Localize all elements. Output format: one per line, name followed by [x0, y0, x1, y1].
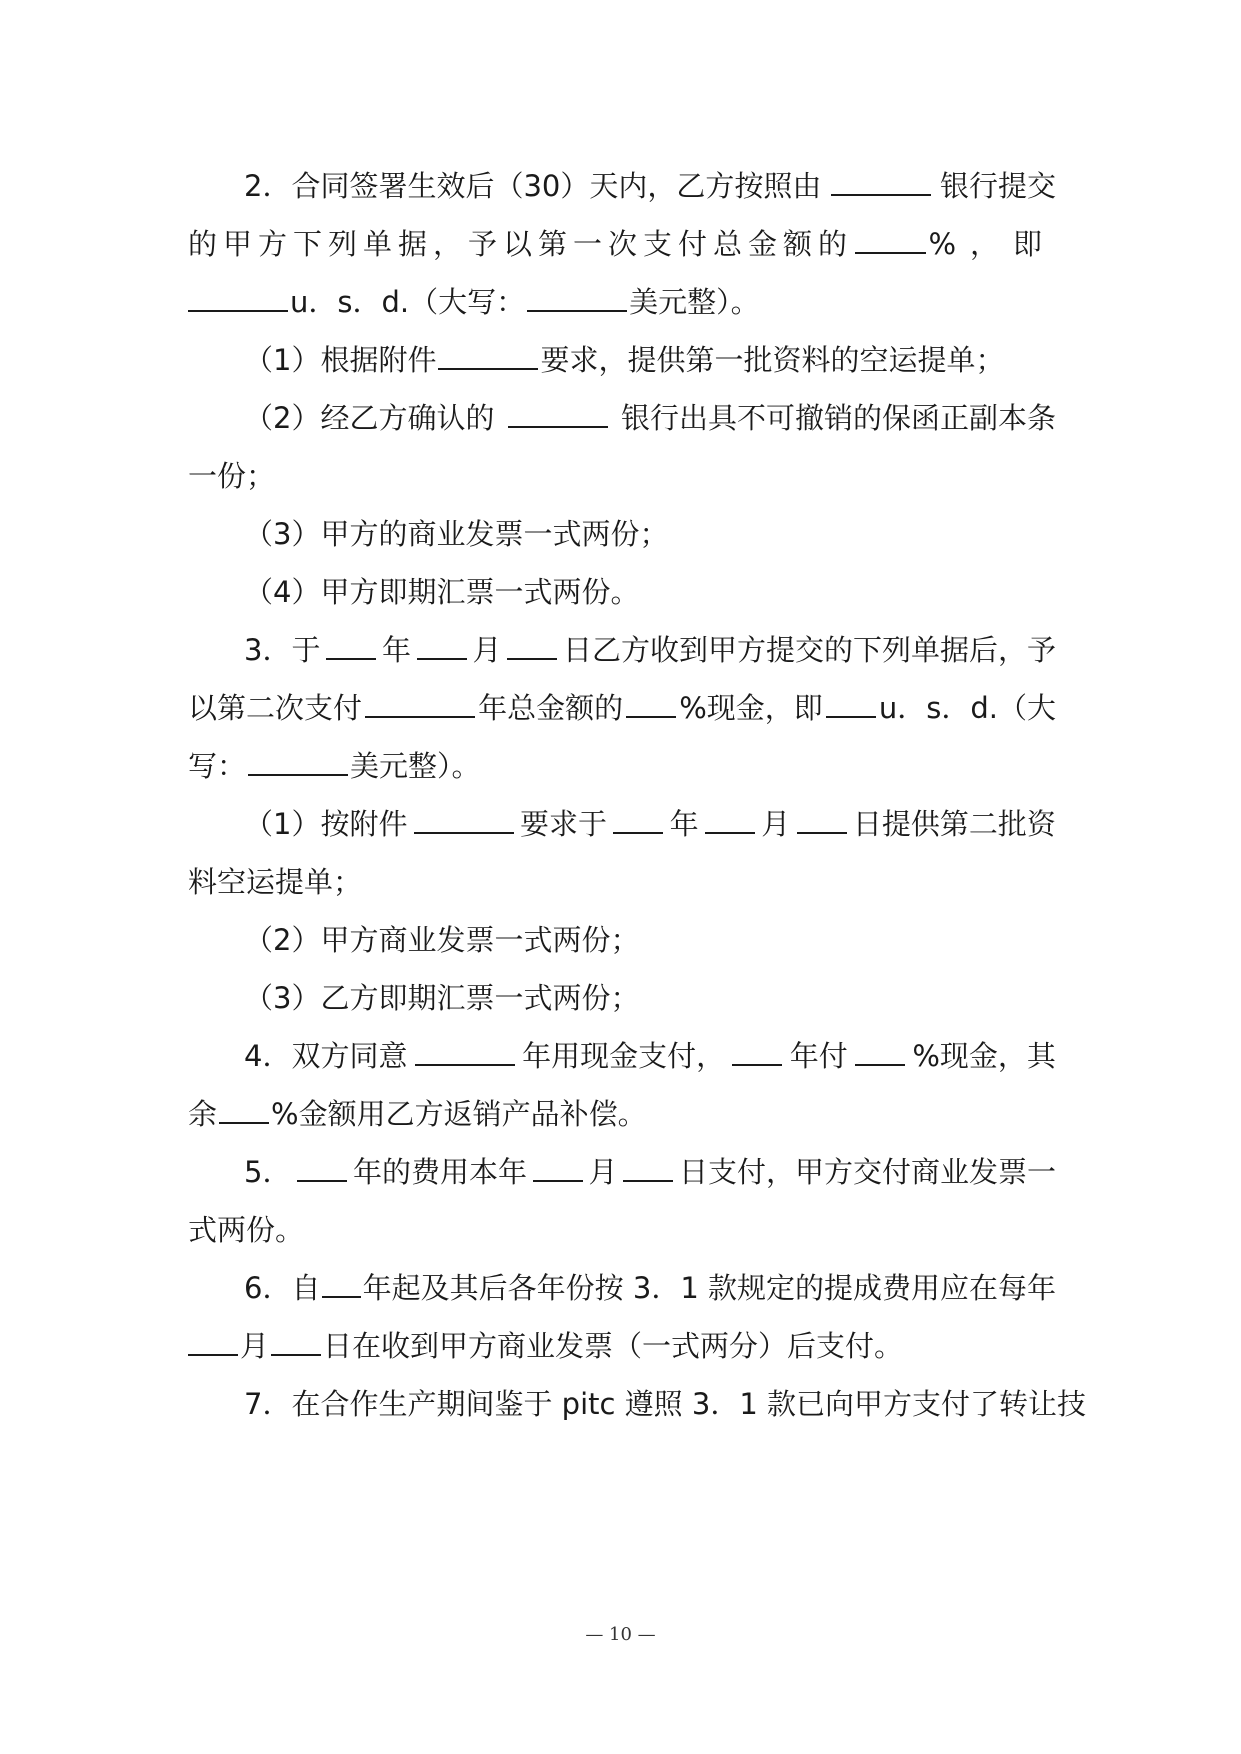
text-segment: 5．	[244, 1155, 292, 1189]
text-segment: 要求，提供第一批资料的空运提单；	[540, 343, 1005, 377]
fill-blank[interactable]	[527, 280, 627, 312]
fill-blank[interactable]	[826, 686, 876, 718]
paragraph-2-line-3	[188, 280, 1056, 324]
text-segment: 年总金额的	[478, 691, 624, 725]
fill-blank[interactable]	[297, 1150, 347, 1182]
paragraph-4-line-2	[188, 1092, 1056, 1136]
fill-blank[interactable]	[626, 686, 676, 718]
paragraph-6-line-1	[244, 1266, 1056, 1310]
text-segment: （2）经乙方确认的	[244, 401, 495, 435]
text-segment: 的甲方下列单据，予以第一次支付总金额的	[188, 227, 854, 261]
fill-blank[interactable]	[732, 1034, 782, 1066]
fill-blank[interactable]	[188, 1324, 238, 1356]
text-segment: 美元整）。	[350, 749, 481, 783]
item-2-2-line-2	[188, 454, 1056, 498]
paragraph-2-line-1	[244, 164, 1056, 208]
fill-blank[interactable]	[855, 1034, 905, 1066]
fill-blank[interactable]	[797, 802, 847, 834]
text-segment: 日提供第二批资	[852, 807, 1056, 841]
item-3-1-line-1	[244, 802, 1056, 846]
fill-blank[interactable]	[415, 1034, 515, 1066]
item-3-2	[244, 918, 1056, 962]
fill-blank[interactable]	[533, 1150, 583, 1182]
text-segment: 料空运提单；	[188, 865, 363, 899]
page-number: — 10 —	[585, 1624, 656, 1645]
text-segment: （1）根据附件	[244, 343, 437, 377]
text-segment: 7．在合作生产期间鉴于 pitc 遵照 3．1 款已向甲方支付了转让技	[244, 1387, 1087, 1421]
text-segment: 日支付，甲方交付商业发票一	[678, 1155, 1056, 1189]
text-segment: %现金，即	[679, 691, 823, 725]
text-segment: 日乙方收到甲方提交的下列单据后，予	[562, 633, 1056, 667]
paragraph-3-line-3	[188, 744, 1056, 788]
item-2-1	[244, 338, 1056, 382]
text-segment: 6．自	[244, 1271, 321, 1305]
text-segment: 月	[240, 1329, 270, 1363]
text-segment: 月	[588, 1155, 618, 1189]
paragraph-4-line-1	[244, 1034, 1056, 1078]
text-segment: 年	[669, 807, 699, 841]
fill-blank[interactable]	[322, 1266, 360, 1298]
item-3-3	[244, 976, 1056, 1020]
text-segment: （4）甲方即期汇票一式两份。	[244, 575, 640, 609]
fill-blank[interactable]	[326, 628, 376, 660]
text-segment: 2．合同签署生效后（30）天内，乙方按照由	[244, 169, 822, 203]
text-segment: 要求于	[520, 807, 608, 841]
paragraph-6-line-2	[188, 1324, 1056, 1368]
fill-blank[interactable]	[623, 1150, 673, 1182]
text-segment: 年起及其后各年份按 3．1 款规定的提成费用应在每年	[362, 1271, 1056, 1305]
text-segment: %现金，其	[912, 1039, 1056, 1073]
text-segment: u．s．d.（大	[878, 691, 1056, 725]
text-segment: 年的费用本年	[352, 1155, 527, 1189]
fill-blank[interactable]	[271, 1324, 321, 1356]
fill-blank[interactable]	[855, 222, 926, 254]
fill-blank[interactable]	[414, 802, 514, 834]
text-segment: 日在收到甲方商业发票（一式两分）后支付。	[323, 1329, 904, 1363]
text-segment: 4．双方同意	[244, 1039, 408, 1073]
text-segment: %金额用乙方返销产品补偿。	[271, 1097, 647, 1131]
fill-blank[interactable]	[705, 802, 755, 834]
fill-blank[interactable]	[417, 628, 467, 660]
paragraph-3-line-2	[188, 686, 1056, 730]
paragraph-5-line-1	[244, 1150, 1056, 1194]
fill-blank[interactable]	[438, 338, 538, 370]
fill-blank[interactable]	[507, 628, 557, 660]
fill-blank[interactable]	[613, 802, 663, 834]
fill-blank[interactable]	[831, 164, 931, 196]
text-segment: 银行出具不可撤销的保函正副本条	[620, 401, 1056, 435]
text-segment: 3．于	[244, 633, 321, 667]
fill-blank[interactable]	[219, 1092, 269, 1124]
text-segment: （3）甲方的商业发票一式两份；	[244, 517, 669, 551]
item-3-1-line-2	[188, 860, 1056, 904]
text-segment: （2）甲方商业发票一式两份；	[244, 923, 640, 957]
paragraph-3-line-1	[244, 628, 1056, 672]
text-segment: 月	[761, 807, 791, 841]
fill-blank[interactable]	[365, 686, 475, 718]
item-2-2-line-1	[244, 396, 1056, 440]
paragraph-2-line-2	[188, 222, 1056, 266]
text-segment: 银行提交	[939, 169, 1056, 203]
text-segment: （1）按附件	[244, 807, 408, 841]
text-segment: 写：	[188, 749, 247, 783]
text-segment: 年用现金支付，	[522, 1039, 726, 1073]
text-segment: 美元整）。	[629, 285, 760, 319]
fill-blank[interactable]	[248, 744, 348, 776]
text-segment: 式两份。	[188, 1213, 305, 1247]
text-segment: 月	[472, 633, 502, 667]
text-segment: %，即	[928, 227, 1056, 261]
paragraph-7-line-1	[244, 1382, 1087, 1426]
text-segment: 年	[381, 633, 411, 667]
paragraph-5-line-2	[188, 1208, 1056, 1252]
item-2-4	[244, 570, 1056, 614]
fill-blank[interactable]	[508, 396, 608, 428]
text-segment: 余	[188, 1097, 218, 1131]
text-segment: 年付	[789, 1039, 848, 1073]
text-segment: 一份；	[188, 459, 276, 493]
text-segment: u．s．d.（大写：	[290, 285, 526, 319]
fill-blank[interactable]	[188, 280, 288, 312]
text-segment: 以第二次支付	[188, 691, 363, 725]
text-segment: （3）乙方即期汇票一式两份；	[244, 981, 640, 1015]
item-2-3	[244, 512, 1056, 556]
